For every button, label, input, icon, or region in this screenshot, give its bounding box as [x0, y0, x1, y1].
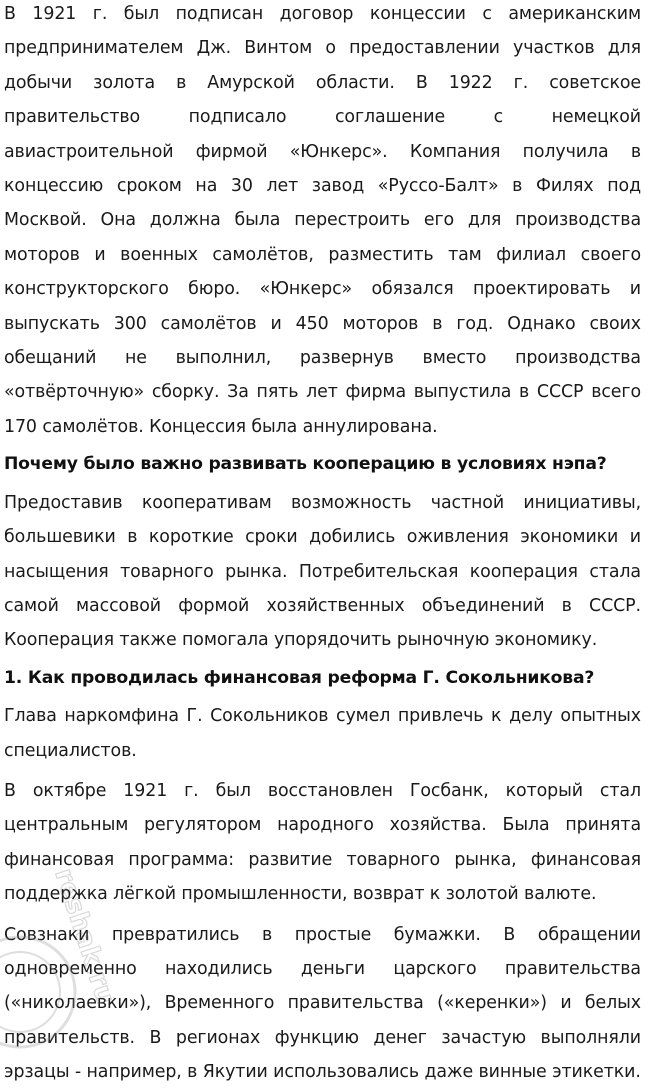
watermark-text: reshak.ru	[48, 864, 121, 1008]
question-heading-financial-reform: 1. Как проводилась финансовая реформа Г. Сокольникова?	[4, 667, 595, 688]
paragraph-sovznaki: Совзнаки превратились в простые бумажки. В обращении одновременно находились деньги царского правительства («николаевки»), Временного правительства («керенки») и белых правительств. В регионах функцию денег зачастую выполняли эрзацы - например, в Якутии использовались даже винные этикетки.	[4, 924, 641, 1083]
paragraph-gosbank: В октябре 1921 г. был восстановлен Госбанк, который стал центральным регулятором народного хозяйства. Была принята финансовая программа: развитие товарного рынка, финансовая поддержка лёгкой промышленности, возврат к золотой валюте.	[4, 780, 641, 905]
paragraph-concessions: В 1921 г. был подписан договор концессии с американским предпринимателем Дж. Винтом о предоставлении участков для добычи золота в Амурской области. В 1922 г. советское правительство подписало соглашение с немецкой авиастроительной фирмой «Юнкерс». Компания получила в концессию сроком на 30 лет завод «Руссо-Балт» в Филях под Москвой. Она должна была перестроить его для производства моторов и военных самолётов, разместить там филиал своего конструкторского бюро. «Юнкерс» обязался проектировать и выпускать 300 самолётов и 450 моторов в год. Однако своих обещаний не выполнил, развернув вместо производства «отвёрточную» сборку. За пять лет фирма выпустила в СССР всего 170 самолётов. Концессия была аннулирована.	[4, 4, 641, 437]
paragraph-sokolnikov: Глава наркомфина Г. Сокольников сумел привлечь к делу опытных специалистов.	[4, 706, 641, 761]
question-heading-cooperation: Почему было важно развивать кооперацию в условиях нэпа?	[4, 454, 607, 475]
paragraph-cooperation: Предоставив кооперативам возможность частной инициативы, большевики в короткие сроки добились оживления экономики и насыщения товарного рынка. Потребительская кооперация стала самой массовой формой хозяйственных объединений в СССР. Кооперация также помогала упорядочить рыночную экономику.	[4, 492, 641, 651]
